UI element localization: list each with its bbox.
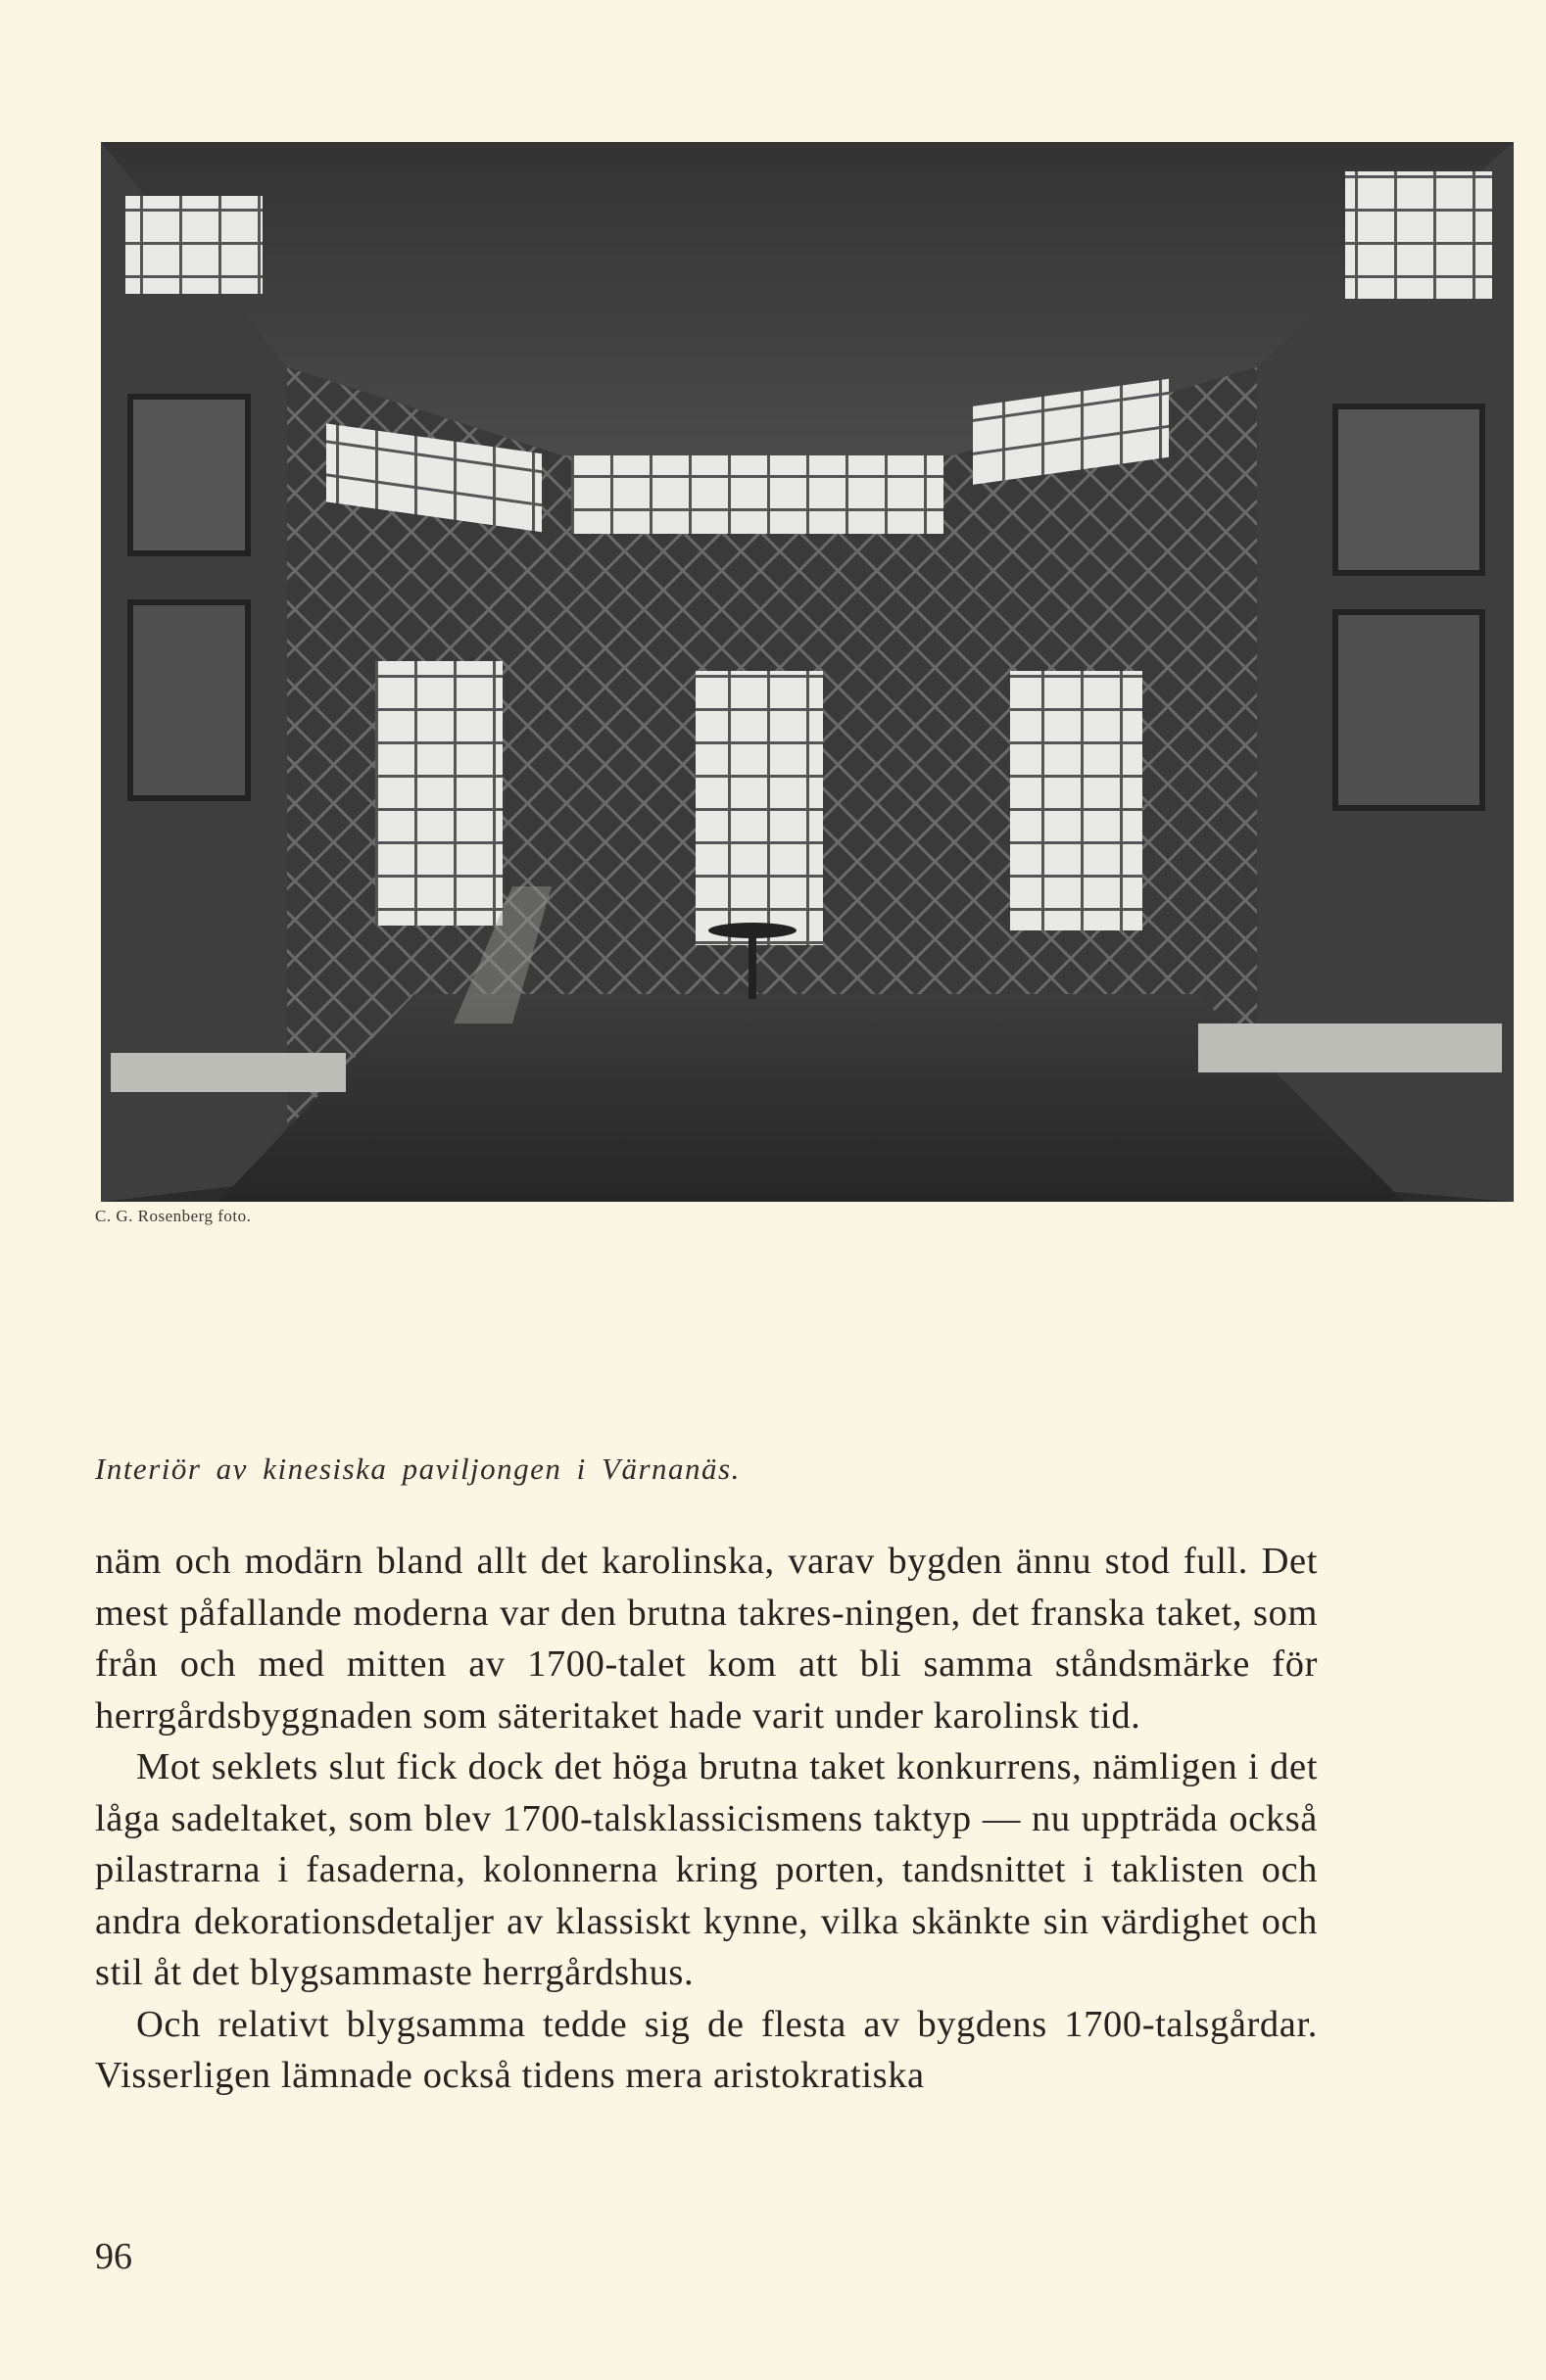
photo-credit: C. G. Rosenberg foto. (95, 1207, 252, 1225)
paragraph: Mot seklets slut fick dock det höga brutna taket konkurrens, nämligen i det låga sadeltaket, som blev 1700-talsklassicismens taktyp — nu uppträda också pilastrarna i fasaderna, kolonnerna kring porten, tandsnittet i taklisten och andra dekorationsdetaljer av klassiskt kynne, vilka skänkte sin värdighet och stil åt det blygsammaste herrgårdshus. (95, 1746, 1318, 1993)
paragraph: näm och modärn bland allt det karolinska, varav bygden ännu stod full. Det mest påfallande moderna var den brutna takres-ningen, det franska taket, som från och med mitten av 1700-talet kom att bli samma ståndsmärke för herrgårdsbyggnaden som säteritaket hade varit under karolinsk tid. (95, 1541, 1318, 1737)
interior-photograph (101, 142, 1514, 1202)
page-number: 96 (95, 2236, 132, 2277)
body-text (95, 1536, 1318, 2102)
paragraph: Och relativt blygsamma tedde sig de flesta av bygdens 1700-talsgårdar. Visserligen lämnade också tidens mera aristokratiska (95, 2003, 1318, 2096)
photo-caption: Interiör av kinesiska paviljongen i Värnanäs. (95, 1452, 741, 1486)
